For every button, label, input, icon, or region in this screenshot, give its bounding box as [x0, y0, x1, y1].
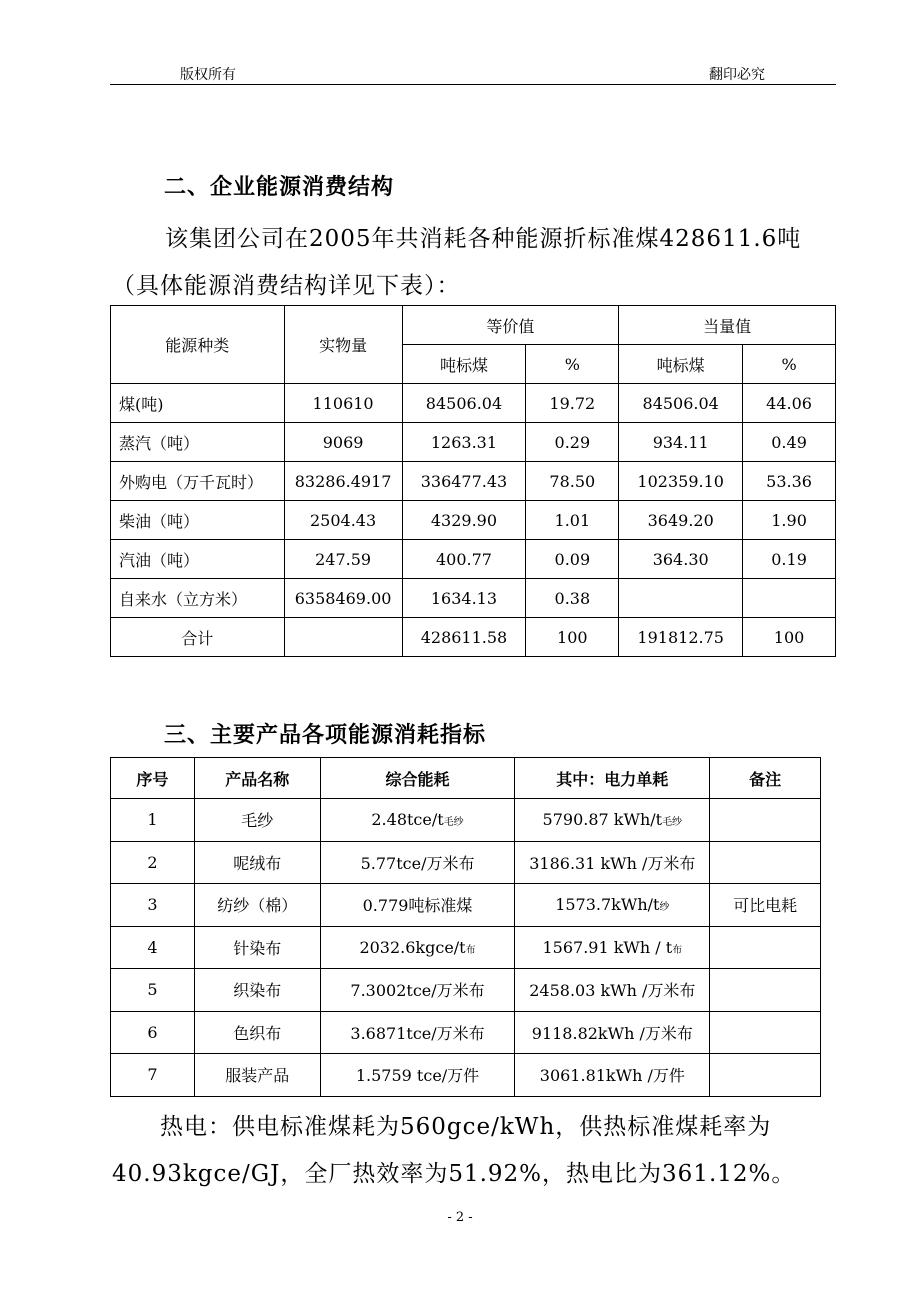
header-equiv-amount: 当量值 [619, 306, 836, 345]
table-row [111, 969, 821, 1012]
cell-product: 呢绒布 [194, 841, 320, 884]
header-ton-coal: 吨标煤 [619, 345, 743, 384]
cell-price-pct: 1.01 [526, 501, 619, 540]
cell-power [515, 969, 710, 1012]
power-value: 3186.31 kWh /万米布 [529, 853, 696, 873]
cell-price-pct: 78.50 [526, 462, 619, 501]
header-note: 备注 [710, 758, 821, 799]
power-unit-sub: 毛纱 [662, 817, 683, 829]
cell-note [710, 841, 821, 884]
cell-no: 3 [111, 884, 195, 927]
power-value: 2458.03 kWh /万米布 [529, 981, 696, 1001]
table-row [111, 884, 821, 927]
power-value: 3061.81kWh /万件 [539, 1066, 685, 1086]
cell-note [710, 926, 821, 969]
header-pct: % [743, 345, 836, 384]
cell-amount-pct: 100 [743, 618, 836, 657]
header-physical: 实物量 [284, 306, 402, 384]
cell-product: 服装产品 [194, 1054, 320, 1097]
cell-physical: 110610 [284, 384, 402, 423]
section3-heading: 三、主要产品各项能源消耗指标 [164, 723, 487, 748]
table-row [111, 1054, 821, 1097]
energy-unit-sub: 毛纱 [443, 817, 464, 829]
energy-value: 3.6871tce/万米布 [350, 1023, 485, 1043]
cell-energy-type: 柴油（吨） [111, 501, 285, 540]
cell-physical: 247.59 [284, 540, 402, 579]
cell-amount-tce: 934.11 [619, 423, 743, 462]
cell-power [515, 1011, 710, 1054]
power-value: 5790.87 kWh/t [542, 810, 663, 830]
cell-physical: 83286.4917 [284, 462, 402, 501]
energy-value: 2.48tce/t [371, 810, 444, 830]
cell-product: 织染布 [194, 969, 320, 1012]
section2-para-line1: 该集团公司在2005年共消耗各种能源折标准煤428611.6吨 [165, 226, 802, 252]
cell-no: 2 [111, 841, 195, 884]
cell-power [515, 884, 710, 927]
cell-amount-tce: 3649.20 [619, 501, 743, 540]
header-pct: % [526, 345, 619, 384]
table-row [111, 926, 821, 969]
cell-amount-pct: 53.36 [743, 462, 836, 501]
table-row-total [111, 618, 836, 657]
cell-amount-tce: 102359.10 [619, 462, 743, 501]
cell-price-pct: 0.29 [526, 423, 619, 462]
table-row [111, 462, 836, 501]
cell-amount-pct: 44.06 [743, 384, 836, 423]
cell-amount-pct: 0.49 [743, 423, 836, 462]
cell-power [515, 926, 710, 969]
header-left: 版权所有 [180, 67, 236, 83]
table-row [111, 579, 836, 618]
cell-energy [320, 926, 515, 969]
cell-energy-type: 自来水（立方米） [111, 579, 285, 618]
cell-energy-type: 合计 [111, 618, 285, 657]
cell-amount-tce [619, 579, 743, 618]
header-ton-coal: 吨标煤 [402, 345, 526, 384]
header-energy: 综合能耗 [320, 758, 515, 799]
cell-energy-type: 汽油（吨） [111, 540, 285, 579]
table-row [111, 1011, 821, 1054]
table-row [111, 384, 836, 423]
cell-note [710, 799, 821, 842]
cell-note [710, 1011, 821, 1054]
cell-amount-pct: 0.19 [743, 540, 836, 579]
cell-no: 5 [111, 969, 195, 1012]
cell-note [710, 1054, 821, 1097]
cell-energy-type: 外购电（万千瓦时） [111, 462, 285, 501]
table-row [111, 841, 821, 884]
cell-amount-pct [743, 579, 836, 618]
table-row [111, 423, 836, 462]
power-value: 9118.82kWh /万米布 [531, 1023, 693, 1043]
energy-structure-table [110, 305, 836, 657]
cell-product: 毛纱 [194, 799, 320, 842]
cell-amount-tce: 191812.75 [619, 618, 743, 657]
cell-energy [320, 1054, 515, 1097]
cell-energy [320, 884, 515, 927]
closing-line2: 40.93kgce/GJ，全厂热效率为51.92%，热电比为361.12%。 [112, 1161, 796, 1187]
header-product: 产品名称 [194, 758, 320, 799]
energy-value: 0.779吨标准煤 [362, 896, 473, 916]
power-unit-sub: 布 [672, 944, 683, 956]
section2-heading: 二、企业能源消费结构 [164, 175, 395, 200]
cell-no: 7 [111, 1054, 195, 1097]
cell-energy [320, 1011, 515, 1054]
power-value: 1573.7kWh/t [555, 895, 660, 915]
cell-price-tce: 336477.43 [402, 462, 526, 501]
energy-value: 1.5759 tce/万件 [355, 1066, 480, 1086]
header-energy-type: 能源种类 [111, 306, 285, 384]
cell-energy [320, 799, 515, 842]
energy-value: 2032.6kgce/t [359, 937, 466, 957]
cell-no: 6 [111, 1011, 195, 1054]
cell-price-tce: 1263.31 [402, 423, 526, 462]
energy-value: 7.3002tce/万米布 [350, 981, 485, 1001]
cell-product: 针染布 [194, 926, 320, 969]
cell-price-tce: 1634.13 [402, 579, 526, 618]
header-rule [110, 84, 836, 85]
table-row [111, 799, 821, 842]
cell-physical: 6358469.00 [284, 579, 402, 618]
cell-amount-pct: 1.90 [743, 501, 836, 540]
cell-power [515, 1054, 710, 1097]
cell-energy-type: 煤(吨) [111, 384, 285, 423]
cell-product: 纺纱（棉） [194, 884, 320, 927]
cell-price-tce: 400.77 [402, 540, 526, 579]
cell-physical: 2504.43 [284, 501, 402, 540]
cell-price-tce: 4329.90 [402, 501, 526, 540]
closing-line1: 热电：供电标准煤耗为560gce/kWh，供热标准煤耗率为 [160, 1114, 772, 1140]
cell-note [710, 969, 821, 1012]
section2-para-line2: （具体能源消费结构详见下表）： [112, 273, 461, 299]
cell-no: 4 [111, 926, 195, 969]
header-equiv-price: 等价值 [402, 306, 619, 345]
page-number: - 2 - [447, 1210, 473, 1225]
energy-unit-sub: 布 [465, 944, 476, 956]
cell-note: 可比电耗 [710, 884, 821, 927]
header-right: 翻印必究 [709, 67, 765, 83]
cell-price-pct: 100 [526, 618, 619, 657]
cell-physical [284, 618, 402, 657]
product-energy-table [110, 757, 821, 1097]
cell-amount-tce: 84506.04 [619, 384, 743, 423]
header-power: 其中：电力单耗 [515, 758, 710, 799]
cell-energy [320, 969, 515, 1012]
cell-power [515, 841, 710, 884]
cell-physical: 9069 [284, 423, 402, 462]
cell-power [515, 799, 710, 842]
cell-price-tce: 84506.04 [402, 384, 526, 423]
cell-price-pct: 0.38 [526, 579, 619, 618]
cell-amount-tce: 364.30 [619, 540, 743, 579]
table-row [111, 540, 836, 579]
power-unit-sub: 纱 [659, 902, 670, 914]
cell-product: 色织布 [194, 1011, 320, 1054]
cell-price-pct: 19.72 [526, 384, 619, 423]
cell-no: 1 [111, 799, 195, 842]
cell-energy-type: 蒸汽（吨） [111, 423, 285, 462]
cell-price-pct: 0.09 [526, 540, 619, 579]
table-row [111, 501, 836, 540]
cell-price-tce: 428611.58 [402, 618, 526, 657]
power-value: 1567.91 kWh / t [542, 937, 673, 957]
cell-energy [320, 841, 515, 884]
energy-value: 5.77tce/万米布 [360, 853, 475, 873]
header-no: 序号 [111, 758, 195, 799]
